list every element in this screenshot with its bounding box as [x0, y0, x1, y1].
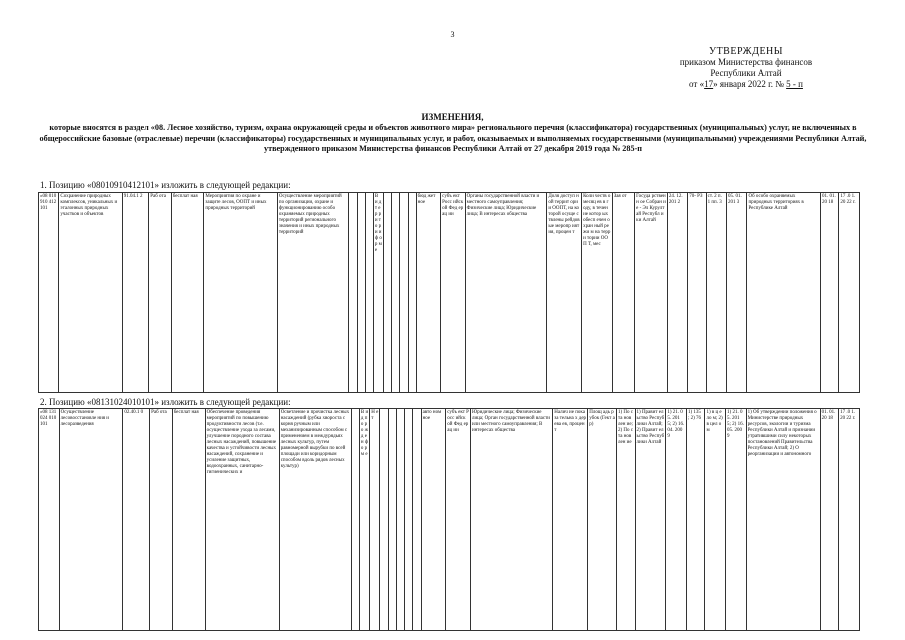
- table-cell: 01. 01. 20 18: [820, 409, 839, 631]
- section-2-table: [38, 408, 860, 631]
- table-cell: [405, 409, 413, 631]
- table-cell: [408, 193, 416, 393]
- table-cell: В и д п о р о ж д е н ф о р м е: [359, 409, 369, 631]
- table-cell: 1) 21. 05. 201 5; 2) 16. 04. 200 9: [666, 409, 687, 631]
- table-cell: Доля доступ ной террит ории ООПТ, на которой осуще ствлены рейдов ые меропр иятия, процен т: [547, 193, 582, 393]
- approval-date-suffix: » января 2022 г. №: [713, 79, 784, 89]
- table-cell: субъ ект Росс ийск ой Фед ерац ии: [446, 409, 471, 631]
- table-cell: Госуда рственн ое Собран ие - Эл Курулт ай Республ ики Алтай: [635, 193, 668, 393]
- table-cell: 1) По ста нов лен ие; 2) По ста нов лен ие: [617, 409, 636, 631]
- table-cell: [357, 193, 365, 393]
- section-2-heading: 2. Позицию «08131024010101» изложить в следующей редакции:: [40, 397, 291, 407]
- table-cell: 01. 01. 20 18: [820, 193, 838, 393]
- table-cell: [388, 409, 396, 631]
- table-cell: [413, 409, 421, 631]
- table-cell: Юридические лица; Физические лица; Орган государственной власти или местного самоуправления; В интересах общества: [470, 409, 552, 631]
- approval-order-number: 5 - п: [786, 79, 803, 89]
- table-cell: [349, 193, 357, 393]
- table-cell: 1) Об утверждении положения о Министерстве природных ресурсов, экологии и туризма Республики Алтай и признании утратившими силу некоторых постановлений Правительства Республики Алтай; 2) О реорганизации и автономного: [746, 409, 820, 631]
- approval-stamp: [600, 46, 892, 90]
- table-cell: бесплат ная: [171, 193, 204, 393]
- table-cell: бесплат ная: [172, 409, 205, 631]
- approval-title: УТВЕРЖДЕНЫ: [708, 46, 783, 57]
- table-cell: «08 010 910 412 101: [39, 193, 59, 393]
- section-1-heading: 1. Позицию «08010910412101» изложить в следующей редакции:: [40, 180, 291, 190]
- table-cell: Раб ота: [149, 193, 171, 393]
- table-cell: 17 .0 1. 20 22 г.: [839, 193, 860, 393]
- document-subtitle: которые вносятся в раздел «08. Лесное хозяйство, туризм, охрана окружающей среды и объектов животного мира» регионального перечня (классификатора) государственных (муниципальных) услуг, не включенных в общероссийские базовые (отраслевые) перечни (классификаторы) государственных и муниципальных услуг, и работ, оказываемых и выполняемых государственными (муниципальными) учреждениями Республики Алтай, утвержденного приказом Министерства финансов Республики Алтай от 27 декабря 2019 года № 285-п: [39, 123, 867, 153]
- table-cell: 1) Правит ельство Респуб лики Алтай; 2) Правит ельство Респуб лики Алтай: [635, 409, 666, 631]
- table-cell: [400, 193, 408, 393]
- table-cell: авто ном ное: [421, 409, 446, 631]
- table-cell: 02.40.1 0: [123, 409, 150, 631]
- table-cell: Раб ота: [150, 409, 173, 631]
- approval-line-2: Республики Алтай: [710, 68, 782, 78]
- table-cell: Сохранение природных комплексов, уникальных и эталонных природных участков и объектов: [59, 193, 122, 393]
- table-cell: Зая от: [612, 193, 634, 393]
- table-cell: ст. 2 п. 1 пп. 3: [706, 193, 726, 393]
- table-cell: Обеспечение проведения мероприятий по повышению продуктивности лесов (т.е. осуществление ухода за лесами, улучшение породного состава лесных насаждений, повышение качества и устойчивости лесных насаждений, сохранение и усиление защитных, водоохранных, санитарно-гигиенических и: [205, 409, 279, 631]
- table-row: [39, 409, 860, 631]
- table-cell: Н е т: [370, 409, 380, 631]
- table-row: [39, 193, 860, 393]
- table-cell: Налич ие показа тельна х дерева ев, процен т: [553, 409, 588, 631]
- table-cell: Осуществление лесовосстановле ния и лесоразведения: [59, 409, 123, 631]
- table-cell: Осуществление мероприятий по организации, охране и функционированию особо охраняемых природных территорий регионального значения и иных природных территорий: [277, 193, 348, 393]
- table-cell: Об особо охраняемых природных территориях в Республике Алтай: [747, 193, 821, 393]
- section-1-table: [38, 192, 860, 393]
- approval-date-prefix: от «: [689, 79, 705, 89]
- table-cell: [392, 193, 400, 393]
- table-cell: 1) 135 ; 2) 76: [686, 409, 705, 631]
- table-cell: 17 .0 1. 20 22 г.: [839, 409, 860, 631]
- table-cell: [380, 409, 388, 631]
- page-number: 3: [450, 30, 455, 39]
- table-cell: бюд жет ное: [416, 193, 441, 393]
- table-cell: [384, 193, 392, 393]
- table-cell: Коли честв о месяц ев в году, в течен ие котор ых обесп ечен охран ный режи м на терри тории ООП Т, мес: [582, 193, 613, 393]
- table-cell: 1) 21. 05. 201 5; 2) 16. 05. 200 9: [726, 409, 747, 631]
- table-cell: субъ ект Росс ийск ой Фед ерац ии: [441, 193, 466, 393]
- table-cell: 91.04.1 2: [122, 193, 149, 393]
- table-cell: «08 131 024 010 101: [39, 409, 60, 631]
- table-cell: Осветление и прочистка лесных насаждений (рубка хвороста с корня ручным или механизированным способом с применением в междурядьях лесных культур, путем равномерной вырубки по всей площади или коридорным способом вдоль рядов лесных культур): [279, 409, 351, 631]
- table-cell: [351, 409, 359, 631]
- table-cell: 1) в ц ело м; 2) в цел ом: [705, 409, 726, 631]
- table-cell: В и д т е р р и т о р и и ф о р м е: [373, 193, 383, 393]
- table-cell: [396, 409, 404, 631]
- approval-date-day: 17: [704, 79, 714, 89]
- table-cell: Органы государственной власти и местного самоуправления; Физические лица; Юридические лица; В интересах общества: [465, 193, 547, 393]
- table-cell: 70- РЗ: [688, 193, 706, 393]
- approval-date-line: [600, 79, 892, 90]
- table-cell: Мероприятия по охране и защите лесов, ООПТ и иных природных территорий: [204, 193, 278, 393]
- table-cell: 24. 12. 201 2: [667, 193, 687, 393]
- table-cell: [365, 193, 373, 393]
- approval-line-1: приказом Министерства финансов: [679, 57, 813, 67]
- table-cell: 05. 01. 201 3: [727, 193, 747, 393]
- table-cell: Площ адь рубок (Гект ар): [588, 409, 617, 631]
- document-title: ИЗМЕНЕНИЯ,: [421, 112, 484, 122]
